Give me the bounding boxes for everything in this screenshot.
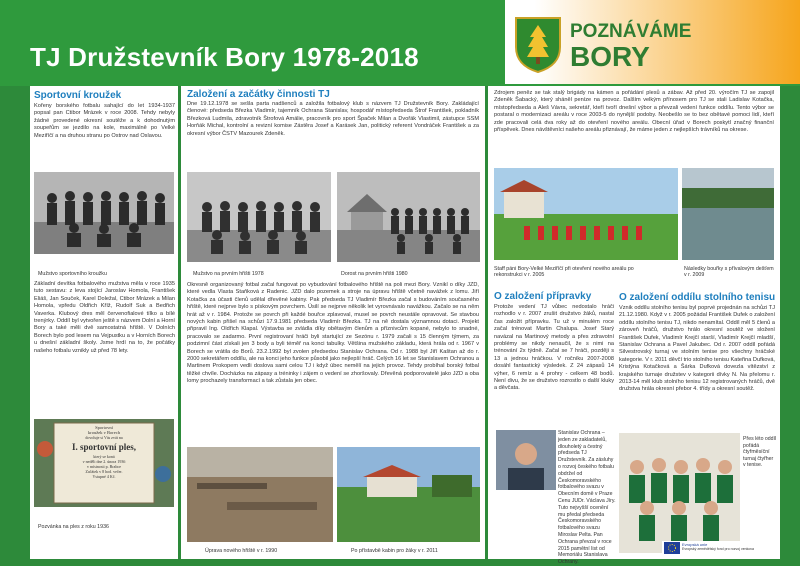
poster-line-2: kroužek v Borech (88, 430, 120, 435)
text-zdroje-penez: Zdrojem peněz se tak stalý brigády na kámen a pořádání plesů a zábav. Až před 20. výročím TJ se zapojil Zdeněk Šabacký, který sháněl peníze na provoz. Dalším velkým přínosem pro TJ se stali Ladislav Kotačka, místopředseda a Aleš Vávra, sekretář, kteří tvoří dnešní výbor a převzali vedení funkce oddílu. Tento výbor se postaral o modernizaci areálu v roce 2003-5 do nynější podoby. Neobešlo se to bez obětavé pomoci lidí, kteří zde pracovali celá dva roky až do otevření nového areálu. Obecní úřad v Borech poskytl značný finanční příspěvek. Dnes návštěvníci našeho areálu přiznávají, že máme jeden z nejlepších trávníků na okrese. (494, 90, 774, 134)
logo-line-1: POZNÁVÁME (570, 21, 692, 42)
caption-pozvanka: Pozvánka na ples z roku 1936 (38, 524, 109, 530)
column-sportovni-krouzek (30, 86, 178, 559)
text-zalozeni-tj: Dne 19.12.1978 se sešla parta nadšenců a založila fotbalový klub s názvem TJ Družstevník Bory. Zakládající členové: předseda Březka Vladimír, tajemník Ochrana Stanislav, hospodář místopředseda Štrof František, pokladník Březková Ludmila, zdravotník Štrofová Amálie, pracovník pro sport Špaček Milan a Dvořák Vlastimil, zástupce SSM Horňák Michal, kontrolní a revizní komise Zástěra Josef a Karásek Jan, politický referent Vondráček František a za okresní výbor ČSTV Mazourek Zdeněk. (187, 101, 479, 137)
caption-mustvo-1978: Mužstvo na prvním hřišti 1978 (193, 271, 264, 277)
eu-flag-icon (664, 542, 680, 554)
poster-line-6: v neděli dne 2. února 1936 (82, 459, 126, 464)
caption-otevreni-arealu: Staff páni Bory-Velké Meziříčí při otevření nového areálu po rekonstrukci v r. 2005 (494, 266, 634, 279)
caption-uprava-hriste: Úprava nového hřiště v r. 1990 (205, 548, 278, 554)
poster-line-9: Vstupné 4 Kč. (92, 474, 116, 479)
column-zalozeni-tj (181, 86, 485, 559)
photo-otevreni-arealu-2005 (494, 168, 678, 260)
photo-pozvanka-ples (34, 419, 174, 507)
text-stolni-tenis: Vznik oddílu stolního tenisu byl poprvé projednán na schůzi TJ 21.12.1980. Když v r. 2005 požádal František Dufek o založení oddílu stolního tenisu TJ, nikdo nenamítal. Oddíl měl 5 členů a zároveň hráčů, družstvo hrálo okresní soutěž ve složení František Dufek, Vladimír Krejčí starší, Vladimír Krejčí mladší, Stanislav Ochrana a Pavel Jakubec. Od r. 2007 oddíl pořádá Silvestrovský turnaj ve stolním tenise pro všechny hráčské kategorie. V r. 2011 děvčí trio stolního tenisu Kateřina Dufková, Kristýna Kotačková a Šárka Dufková dovezla vítězství z krajského turnaje družstev v kategorii dívky N. Na přelomu r. 2013-14 měl klub stolního tenisu 12 registrovaných hráčů, dvě družstva hrála okresní přebor 4. třídy a okresní soutěž. (619, 305, 775, 393)
poster-line-5: který se koná (93, 454, 115, 459)
photo-uprava-hriste-1990 (187, 447, 333, 542)
photo-stanislav-ochrana (496, 430, 556, 490)
poster-line-7: v místnosti p. Brabce (87, 464, 121, 469)
page-title: TJ Družstevník Bory 1978-2018 (30, 42, 419, 72)
photo-tenisove-druzstvo (619, 433, 740, 553)
footer-eu-label: Evropská unie (682, 542, 708, 547)
photo-pristavba-kabin-2011 (337, 447, 480, 542)
logo-line-2: BORY (570, 41, 650, 72)
bory-coat-of-arms-logo (513, 15, 563, 73)
column-rozvoj-pripravka-tenis (488, 86, 780, 566)
heading-pripravka: O založení přípravky (494, 291, 592, 302)
photo-mustvo-krouzku (34, 172, 174, 254)
text-organizovany-fotbal: Okresně organizovaný fotbal začal fungovat po vybudování fotbalového hřiště na poli mezi Bory. Vznikl o díky JZD, které vedla Vlasta Staňková z Radenic. JZD dalo pozemek a stroje na úpravu hřiště včetně navážek z lomu. Jiří Kotačka za účasti členů udělal dřevěné kabiny. Pak předseda TJ Vladimír Březka začal s budováním současného hřiště, které nejprve bylo s pískovým povrchem. Úsilí se nejprve několik let vyrovnávalo navážkou. Začalo se na něm hrát až v r. 1984. Protože se povrch při každé bouřce zplavoval, musel se povrch neustále opravovat. Se stavbou nových kabin přišel na schůzi 17.9.1981 předseda Vladimír Březka. TJ na ně dostala významnou dotaci. Projekt připravil Ing. Oldřich Klapal. Výstavba se zvládla díky obětavým členům a příznivcům kopané, nebylo to snadné, pracovalo se zadarmo. První registrovaní hráči byli startující ze Sezónu r. 1979 začali s 15 členným týmem, za podzimní část získali jen 3 body a byli téměř na konci tabulky. Většina mužského základu, která hrála od r. 1967 v Borech se vrátila do Borů. 23.2.1992 byl zvolen předsedou Stanislav Ochrana. Od r. 1988 byl Jiří Kaštan až do r. 2000 sekretářem oddílu, ale na konci jeho funkce působil jako nejlepší hráč. Celých 16 let se Stanislavem Ochranou a Martinem Prokopem vedli doslova sami celou TJ i když úbec nemělí na jejich provoz. Tehdy probíhal borský fotbal těžké chvíle. Docházka na zápasy a tréninky i zájem o vedení se zhoršovaly. Dřevěná podporovatelé jako JZD a oba lomy prochazely transformací a tak zůstala jen obec. (187, 282, 479, 385)
text-korene-fotbalu: Kořeny borského fotbalu sahající do let 1934-1937 popsal pan Ctibor Mrázek v roce 2008. Tehdy nebyly žádné provedené okresní soutěže a k dohodnutým soupeřům se jezdilo na kole, maximálně po Velké Meziříčí a na druhou stranu po Ostrov nad Oslavou. (34, 103, 175, 139)
caption-pristavba-kabin: Po přístavbě kabin pro žáky v r. 2011 (351, 548, 438, 554)
poster-line-1: Sportovní (95, 425, 113, 430)
caption-bourka: Následky bouřky s přívalovým dešťem v r. 2009 (684, 266, 774, 279)
caption-dorost-1980: Dorost na prvním hřišti 1980 (341, 271, 408, 277)
text-pripravka: Protože vedení TJ vůbec nedostalo hráči rozhodlo v r. 2007 zrušit družstvo žáků, nastal čas založit přípravku. Tu už v minulém roce začal trénovat Martin Chalupa. Josef Starý navázal na Martinový metody a přes zdravotní problémy se nikdy nenaučil, že s nimi na trénování 2x týdně. Začal se 7 hráči, později s 13 a jednou hráčkou. V ročníku 2007-2008 dosáhl fantastický výsledek. Z 24 zápasů 14 výher, 6 remíz a 4 prohry - celkem 48 bodů. Není divu, že se družstvo rozrostlo o další kluky a děvčata. (494, 304, 614, 392)
text-zakladni-devitka: Základní devítka fotbalového mužstva měla v roce 1935 tuto sestavu: z leva stojící Jaroslav Homola, František Eliáš, Jan Souček, Karel Doležal, Ctibor Mrázek a Milan Homola, vpředu Oldřich Kříž, Rudolf Suk a Bedřich Vaverka. Klubový dres měl červenofialové tílko a bílé trenýrky. Oddíl byl vytvořen ještě s názvem Dolní a Horní Bory a také měli dvě samostatná hřiště. V Dolních Borech bylo pod lesem na Vejpustku a v Horních Borech u dnešní základní školy. Jsme hrdí na to, že počátky našeho fotbalu vznikly už před 78 lety. (34, 281, 175, 354)
text-ochrana-caption: Stanislav Ochrana – jeden ze zakladatelů, dlouholetý a čestný předseda TJ Družstevník. Za zásluhy o rozvoj českého fotbalu obdržel od Českomoravského fotbalového svazu v Obecním domě v Praze Cenu JUDr. Václava Jíry. Tuto nejvyšší ocenění mu předal předseda Českomoravského fotbalového svazu Miroslav Pelta. Pan Ochrana převzal v roce 2015 pamětní list od Memoriálu Stanislava Ochrany. (558, 430, 616, 566)
heading-stolni-tenis: O založení oddílu stolního tenisu (619, 292, 776, 303)
poster-text (56, 425, 152, 479)
photo-mustvo-1978 (187, 172, 331, 262)
photo-bourka-2009 (682, 168, 774, 260)
caption-mustvo-krouzku: Mužstvo sportovního kroužku (38, 271, 107, 277)
logo-wordmark (570, 22, 691, 71)
poster-line-3: dovoluje si Vás zvát na (85, 435, 123, 440)
footer-eu-logos (662, 541, 780, 555)
footer-fund-text: Evropský zemědělský fond pro rozvoj venkova (682, 547, 754, 551)
poster-line-8: Začátek v 8 hod. večer. (85, 469, 123, 474)
heading-zalozeni-tj: Založení a začátky činnosti TJ (187, 89, 330, 100)
heading-sportovni-krouzek: Sportovní kroužek (34, 90, 122, 101)
text-tenis-caption: Přes léto oddíl pořádá čtyřměsíční turnaj čtyřher v tenise. (743, 436, 777, 469)
photo-dorost-1980 (337, 172, 480, 262)
poster-line-4: I. sportovní ples, (71, 442, 136, 452)
